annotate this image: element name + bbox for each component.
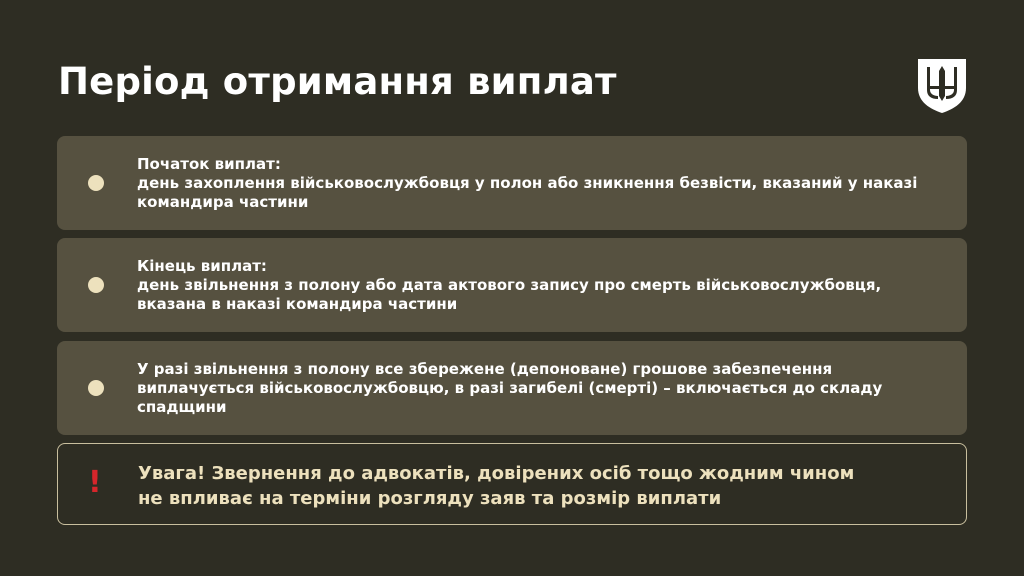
- card-line: день захоплення військовослужбовця у полон або зникнення безвісти, вказаний у наказі: [137, 174, 918, 192]
- card-line: спадщини: [137, 398, 227, 416]
- release-from-captivity-card: [57, 341, 967, 435]
- payment-start-card: [57, 136, 967, 230]
- card-line: командира частини: [137, 193, 309, 211]
- card-line: виплачується військовослужбовцю, в разі загибелі (смерті) – включається до складу: [137, 379, 883, 397]
- bullet-icon: [88, 277, 104, 293]
- exclamation-icon: !: [88, 465, 102, 500]
- warning-text: [138, 461, 942, 511]
- payment-start-text: [137, 155, 943, 212]
- warning-line: не впливає на терміни розгляду заяв та розмір виплати: [138, 488, 722, 509]
- bullet-icon: [88, 175, 104, 191]
- warning-box: [57, 443, 967, 525]
- trident-shield-icon: [914, 56, 970, 114]
- card-line: Початок виплат:: [137, 155, 281, 173]
- payment-end-text: [137, 257, 943, 314]
- card-line: Кінець виплат:: [137, 257, 267, 275]
- release-from-captivity-text: [137, 360, 943, 417]
- warning-line: Увага! Звернення до адвокатів, довірених осіб тощо жодним чином: [138, 463, 855, 484]
- card-line: У разі звільнення з полону все збережене (депоноване) грошове забезпечення: [137, 360, 833, 378]
- bullet-icon: [88, 380, 104, 396]
- card-line: день звільнення з полону або дата актового запису про смерть військовослужбовця,: [137, 276, 882, 294]
- page-title: Період отримання виплат: [58, 60, 617, 103]
- card-line: вказана в наказі командира частини: [137, 295, 458, 313]
- payment-end-card: [57, 238, 967, 332]
